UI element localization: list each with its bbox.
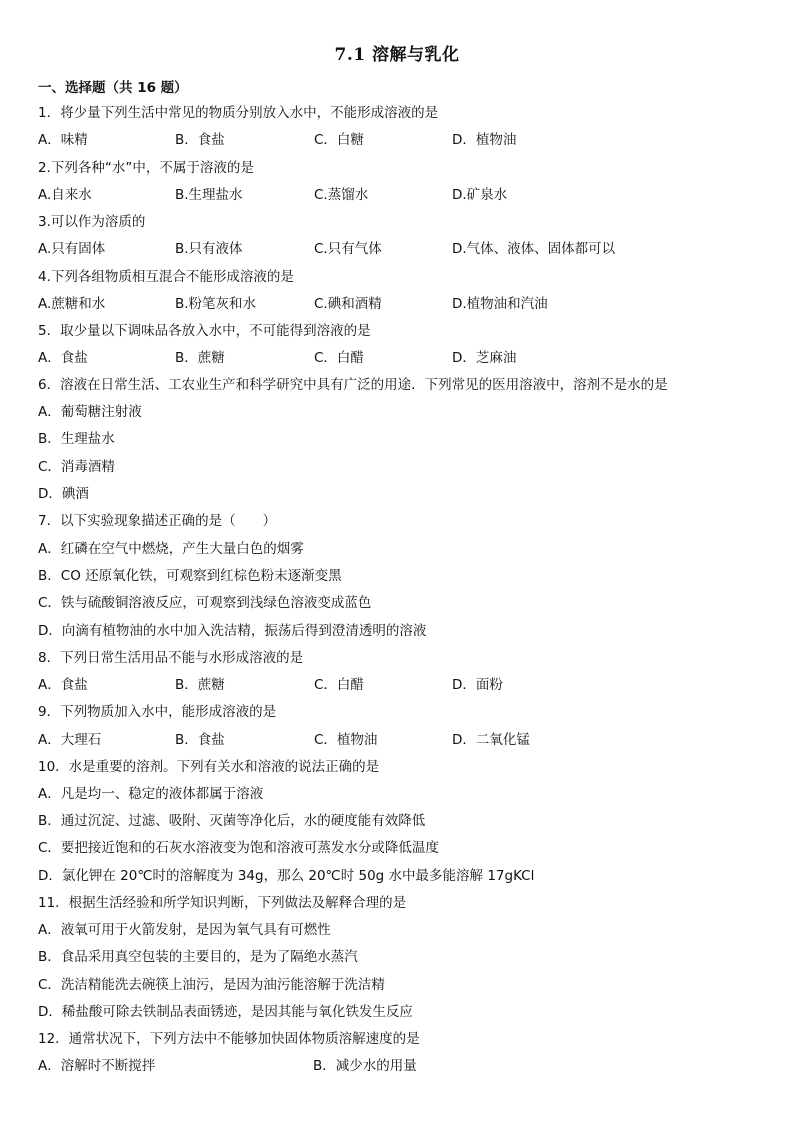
question-10-option-a: A．凡是均一、稳定的液体都属于溶液 (38, 786, 264, 802)
option-b: B．食盐 (175, 132, 225, 148)
question-12-stem: 12．通常状况下，下列方法中不能够加快固体物质溶解速度的是 (38, 1031, 420, 1047)
question-1-options (38, 129, 778, 151)
option-a: A.蔗糖和水 (38, 296, 106, 312)
option-c: C.碘和酒精 (314, 296, 382, 312)
question-7-stem: 7．以下实验现象描述正确的是（ ） (38, 513, 277, 529)
question-9-options (38, 729, 778, 751)
question-6-option-a: A．葡萄糖注射液 (38, 404, 142, 420)
option-a: A.自来水 (38, 187, 92, 203)
question-6-option-d: D．碘酒 (38, 486, 89, 502)
option-a: A．味精 (38, 132, 88, 148)
question-7-option-c: C．铁与硫酸铜溶液反应，可观察到浅绿色溶液变成蓝色 (38, 595, 372, 611)
option-b: B．减少水的用量 (313, 1058, 417, 1074)
question-2-options (38, 184, 778, 206)
option-d: D.植物油和汽油 (452, 296, 548, 312)
option-c: C.只有气体 (314, 241, 382, 257)
option-a: A．食盐 (38, 350, 88, 366)
option-d: D.气体、液体、固体都可以 (452, 241, 616, 257)
option-b: B．食盐 (175, 732, 225, 748)
question-5-stem: 5．取少量以下调味品各放入水中，不可能得到溶液的是 (38, 323, 371, 339)
option-c: C．植物油 (314, 732, 378, 748)
question-8-options (38, 674, 778, 696)
option-d: D.矿泉水 (452, 187, 508, 203)
option-d: D．面粉 (452, 677, 503, 693)
option-b: B．蔗糖 (175, 677, 225, 693)
question-3-stem: 3.可以作为溶质的 (38, 214, 146, 230)
option-b: B.粉笔灰和水 (175, 296, 257, 312)
option-c: C．白醋 (314, 677, 364, 693)
question-10-option-b: B．通过沉淀、过滤、吸附、灭菌等净化后，水的硬度能有效降低 (38, 813, 426, 829)
option-d: D．二氧化锰 (452, 732, 530, 748)
question-5-options (38, 347, 778, 369)
option-a: A．溶解时不断搅拌 (38, 1058, 156, 1074)
question-4-stem: 4.下列各组物质相互混合不能形成溶液的是 (38, 269, 294, 285)
question-11-option-c: C．洗洁精能洗去碗筷上油污，是因为油污能溶解于洗洁精 (38, 977, 385, 993)
option-a: A．大理石 (38, 732, 102, 748)
option-b: B.只有液体 (175, 241, 243, 257)
question-4-options (38, 293, 778, 315)
option-c: C.蒸馏水 (314, 187, 369, 203)
question-6-option-b: B．生理盐水 (38, 431, 115, 447)
section-heading: 一、选择题（共 16 题） (38, 80, 188, 96)
question-10-stem: 10．水是重要的溶剂。下列有关水和溶液的说法正确的是 (38, 759, 380, 775)
option-d: D．植物油 (452, 132, 517, 148)
question-11-option-a: A．液氧可用于火箭发射，是因为氧气具有可燃性 (38, 922, 331, 938)
question-9-stem: 9．下列物质加入水中，能形成溶液的是 (38, 704, 277, 720)
question-11-option-d: D．稀盐酸可除去铁制品表面锈迹，是因其能与氧化铁发生反应 (38, 1004, 413, 1020)
question-10-option-c: C．要把接近饱和的石灰水溶液变为饱和溶液可蒸发水分或降低温度 (38, 840, 439, 856)
option-a: A．食盐 (38, 677, 88, 693)
question-6-option-c: C．消毒酒精 (38, 459, 115, 475)
question-10-option-d: D．氯化钾在 20℃时的溶解度为 34g，那么 20℃时 50g 水中最多能溶解 17gKCl (38, 868, 535, 884)
question-2-stem: 2.下列各种“水”中，不属于溶液的是 (38, 160, 254, 176)
question-7-option-b: B．CO 还原氧化铁，可观察到红棕色粉末逐渐变黑 (38, 568, 342, 584)
option-b: B.生理盐水 (175, 187, 243, 203)
question-11-stem: 11．根据生活经验和所学知识判断，下列做法及解释合理的是 (38, 895, 407, 911)
question-7-option-d: D．向滴有植物油的水中加入洗洁精，振荡后得到澄清透明的溶液 (38, 623, 427, 639)
option-d: D．芝麻油 (452, 350, 517, 366)
option-b: B．蔗糖 (175, 350, 225, 366)
option-a: A.只有固体 (38, 241, 106, 257)
option-c: C．白糖 (314, 132, 364, 148)
question-12-options (38, 1055, 778, 1077)
page-title: 7.1 溶解与乳化 (334, 45, 460, 65)
option-c: C．白醋 (314, 350, 364, 366)
question-11-option-b: B．食品采用真空包装的主要目的，是为了隔绝水蒸汽 (38, 949, 358, 965)
question-8-stem: 8．下列日常生活用品不能与水形成溶液的是 (38, 650, 304, 666)
question-7-option-a: A．红磷在空气中燃烧，产生大量白色的烟雾 (38, 541, 304, 557)
question-6-stem: 6．溶液在日常生活、工农业生产和科学研究中具有广泛的用途．下列常见的医用溶液中，溶剂不是水的是 (38, 377, 668, 393)
question-1-stem: 1．将少量下列生活中常见的物质分别放入水中，不能形成溶液的是 (38, 105, 439, 121)
question-3-options (38, 238, 778, 260)
